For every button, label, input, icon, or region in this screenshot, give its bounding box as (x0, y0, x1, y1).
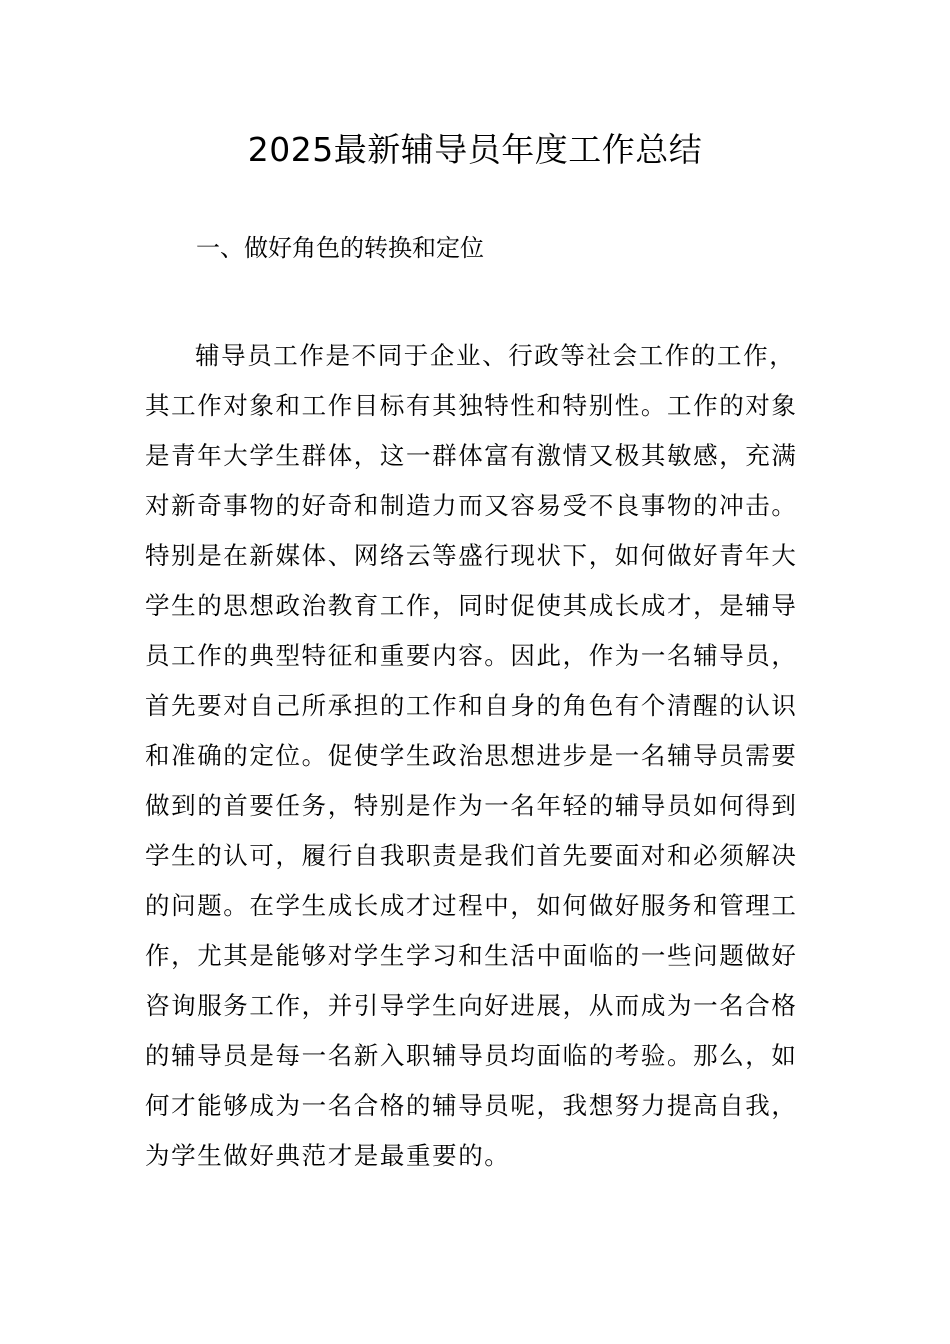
body-paragraph (145, 331, 815, 1181)
paragraph-line: 何才能够成为一名合格的辅导员呢，我想努力提高自我， (145, 1091, 798, 1120)
paragraph-line: 员工作的典型特征和重要内容。因此，作为一名辅导员， (145, 641, 798, 670)
paragraph-line: 其工作对象和工作目标有其独特性和特别性。工作的对象 (145, 391, 798, 420)
paragraph-line: 作，尤其是能够对学生学习和生活中面临的一些问题做好 (145, 941, 798, 970)
paragraph-line: 学生的认可，履行自我职责是我们首先要面对和必须解决 (145, 841, 798, 870)
paragraph-line: 的问题。在学生成长成才过程中，如何做好服务和管理工 (145, 891, 798, 920)
paragraph-line: 学生的思想政治教育工作，同时促使其成长成才，是辅导 (145, 591, 798, 620)
paragraph-line: 的辅导员是每一名新入职辅导员均面临的考验。那么，如 (145, 1041, 798, 1070)
section-heading: 一、做好角色的转换和定位 (196, 234, 484, 262)
paragraph-line: 特别是在新媒体、网络云等盛行现状下，如何做好青年大 (145, 541, 798, 570)
paragraph-line: 首先要对自己所承担的工作和自身的角色有个清醒的认识 (145, 691, 798, 720)
paragraph-line: 是青年大学生群体，这一群体富有激情又极其敏感，充满 (145, 441, 798, 470)
paragraph-line: 为学生做好典范才是最重要的。 (145, 1141, 511, 1170)
paragraph-line: 做到的首要任务，特别是作为一名年轻的辅导员如何得到 (145, 791, 798, 820)
paragraph-line: 咨询服务工作，并引导学生向好进展，从而成为一名合格 (145, 991, 798, 1020)
paragraph-line: 辅导员工作是不同于企业、行政等社会工作的工作， (195, 341, 796, 370)
document-title: 2025最新辅导员年度工作总结 (247, 130, 703, 169)
paragraph-line: 对新奇事物的好奇和制造力而又容易受不良事物的冲击。 (145, 491, 798, 520)
paragraph-line: 和准确的定位。促使学生政治思想进步是一名辅导员需要 (145, 741, 798, 770)
